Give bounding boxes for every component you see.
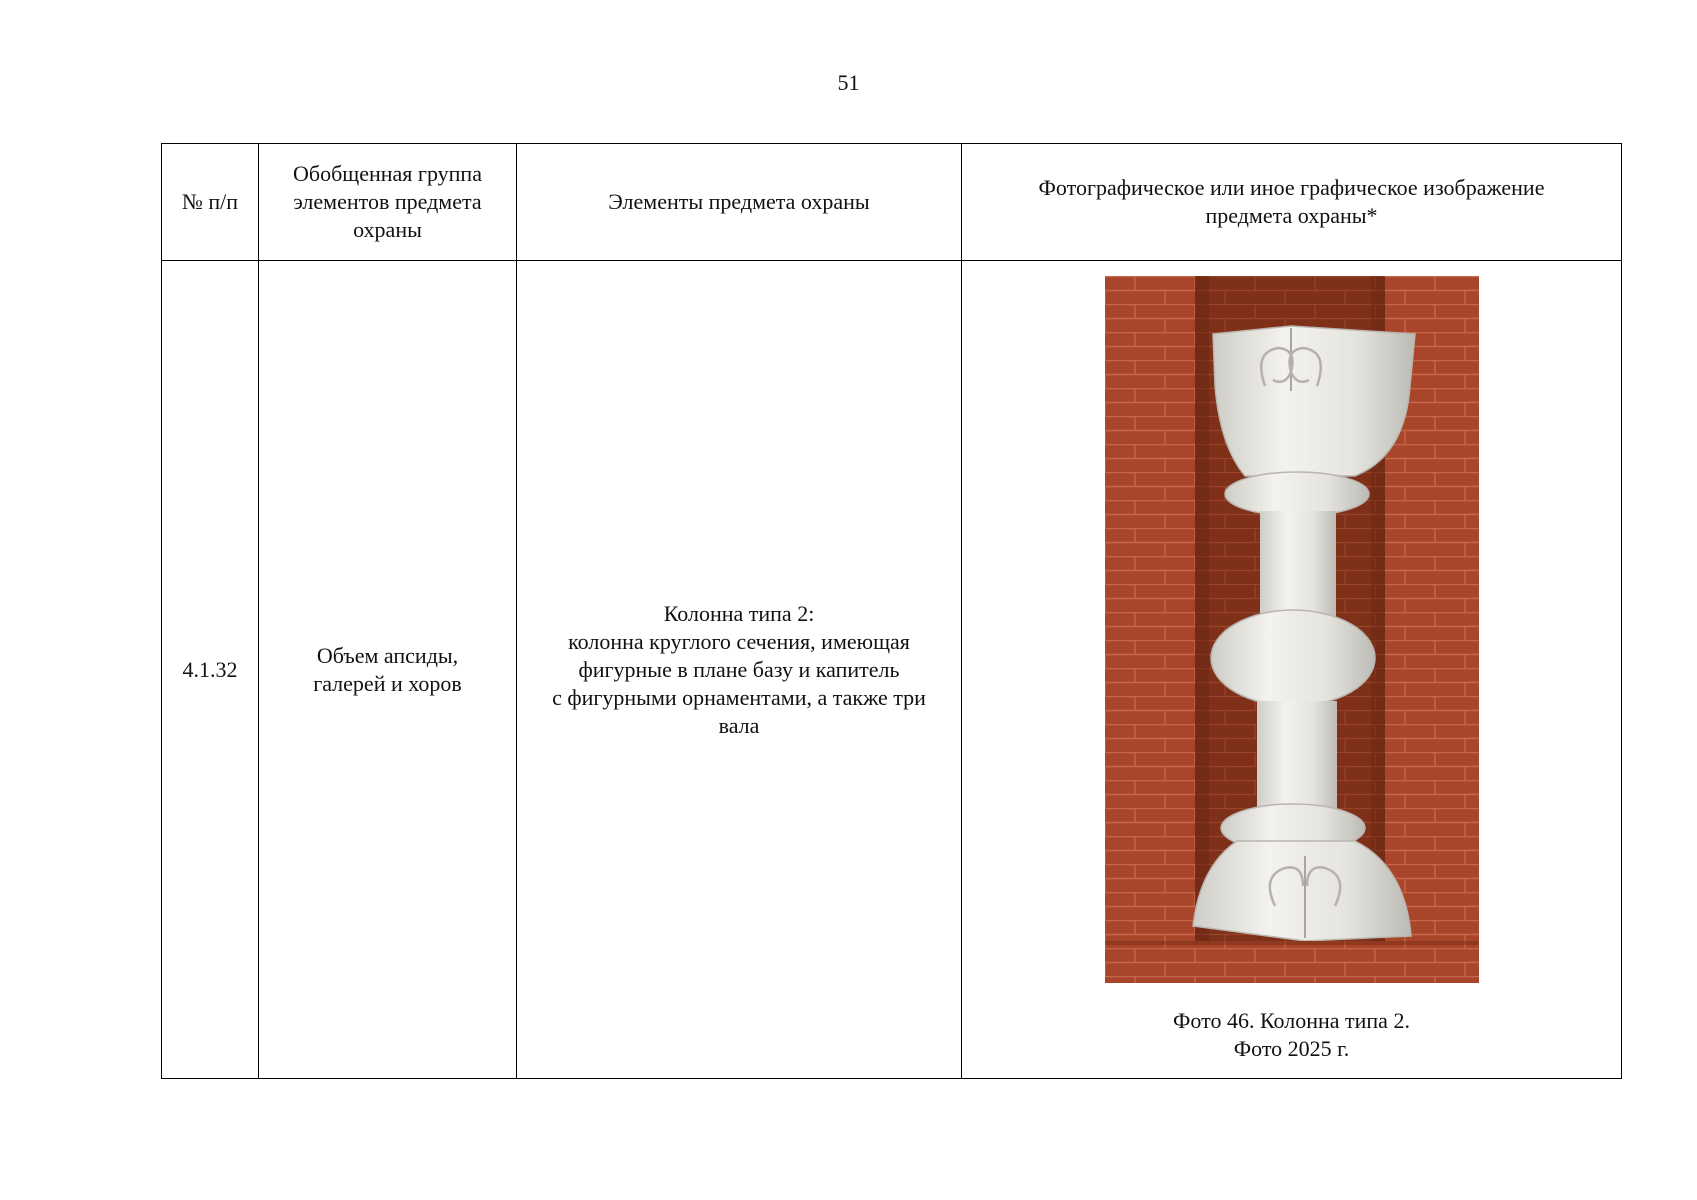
header-group: Обобщенная группа элементов предмета охраны: [259, 144, 517, 261]
group-line: Объем апсиды,: [316, 642, 459, 668]
column-photo: [1105, 276, 1479, 983]
header-elements: Элементы предмета охраны: [517, 144, 962, 261]
element-line: фигурные в плане базу и капитель: [578, 656, 900, 682]
group-line: галерей и хоров: [313, 670, 462, 696]
table-row: [162, 261, 1622, 1079]
caption-line: Фото 46. Колонна типа 2.: [1173, 1007, 1410, 1033]
table-header-row: [162, 144, 1622, 261]
row-elements: [517, 261, 962, 1079]
header-number: № п/п: [162, 144, 259, 261]
element-line: с фигурными орнаментами, а также три: [552, 684, 926, 710]
header-image: Фотографическое или иное графическое изображение предмета охраны*: [962, 144, 1622, 261]
element-line: Колонна типа 2:: [663, 600, 815, 626]
element-line: вала: [718, 712, 760, 738]
row-number: 4.1.32: [162, 261, 259, 1079]
caption-line: Фото 2025 г.: [1233, 1035, 1350, 1061]
page-number: 51: [837, 70, 860, 95]
row-photo-cell: [962, 261, 1622, 1079]
protection-table: [161, 143, 1622, 1079]
element-line: колонна круглого сечения, имеющая: [568, 628, 910, 654]
row-group: [259, 261, 517, 1079]
photo-caption: [1173, 1007, 1410, 1063]
